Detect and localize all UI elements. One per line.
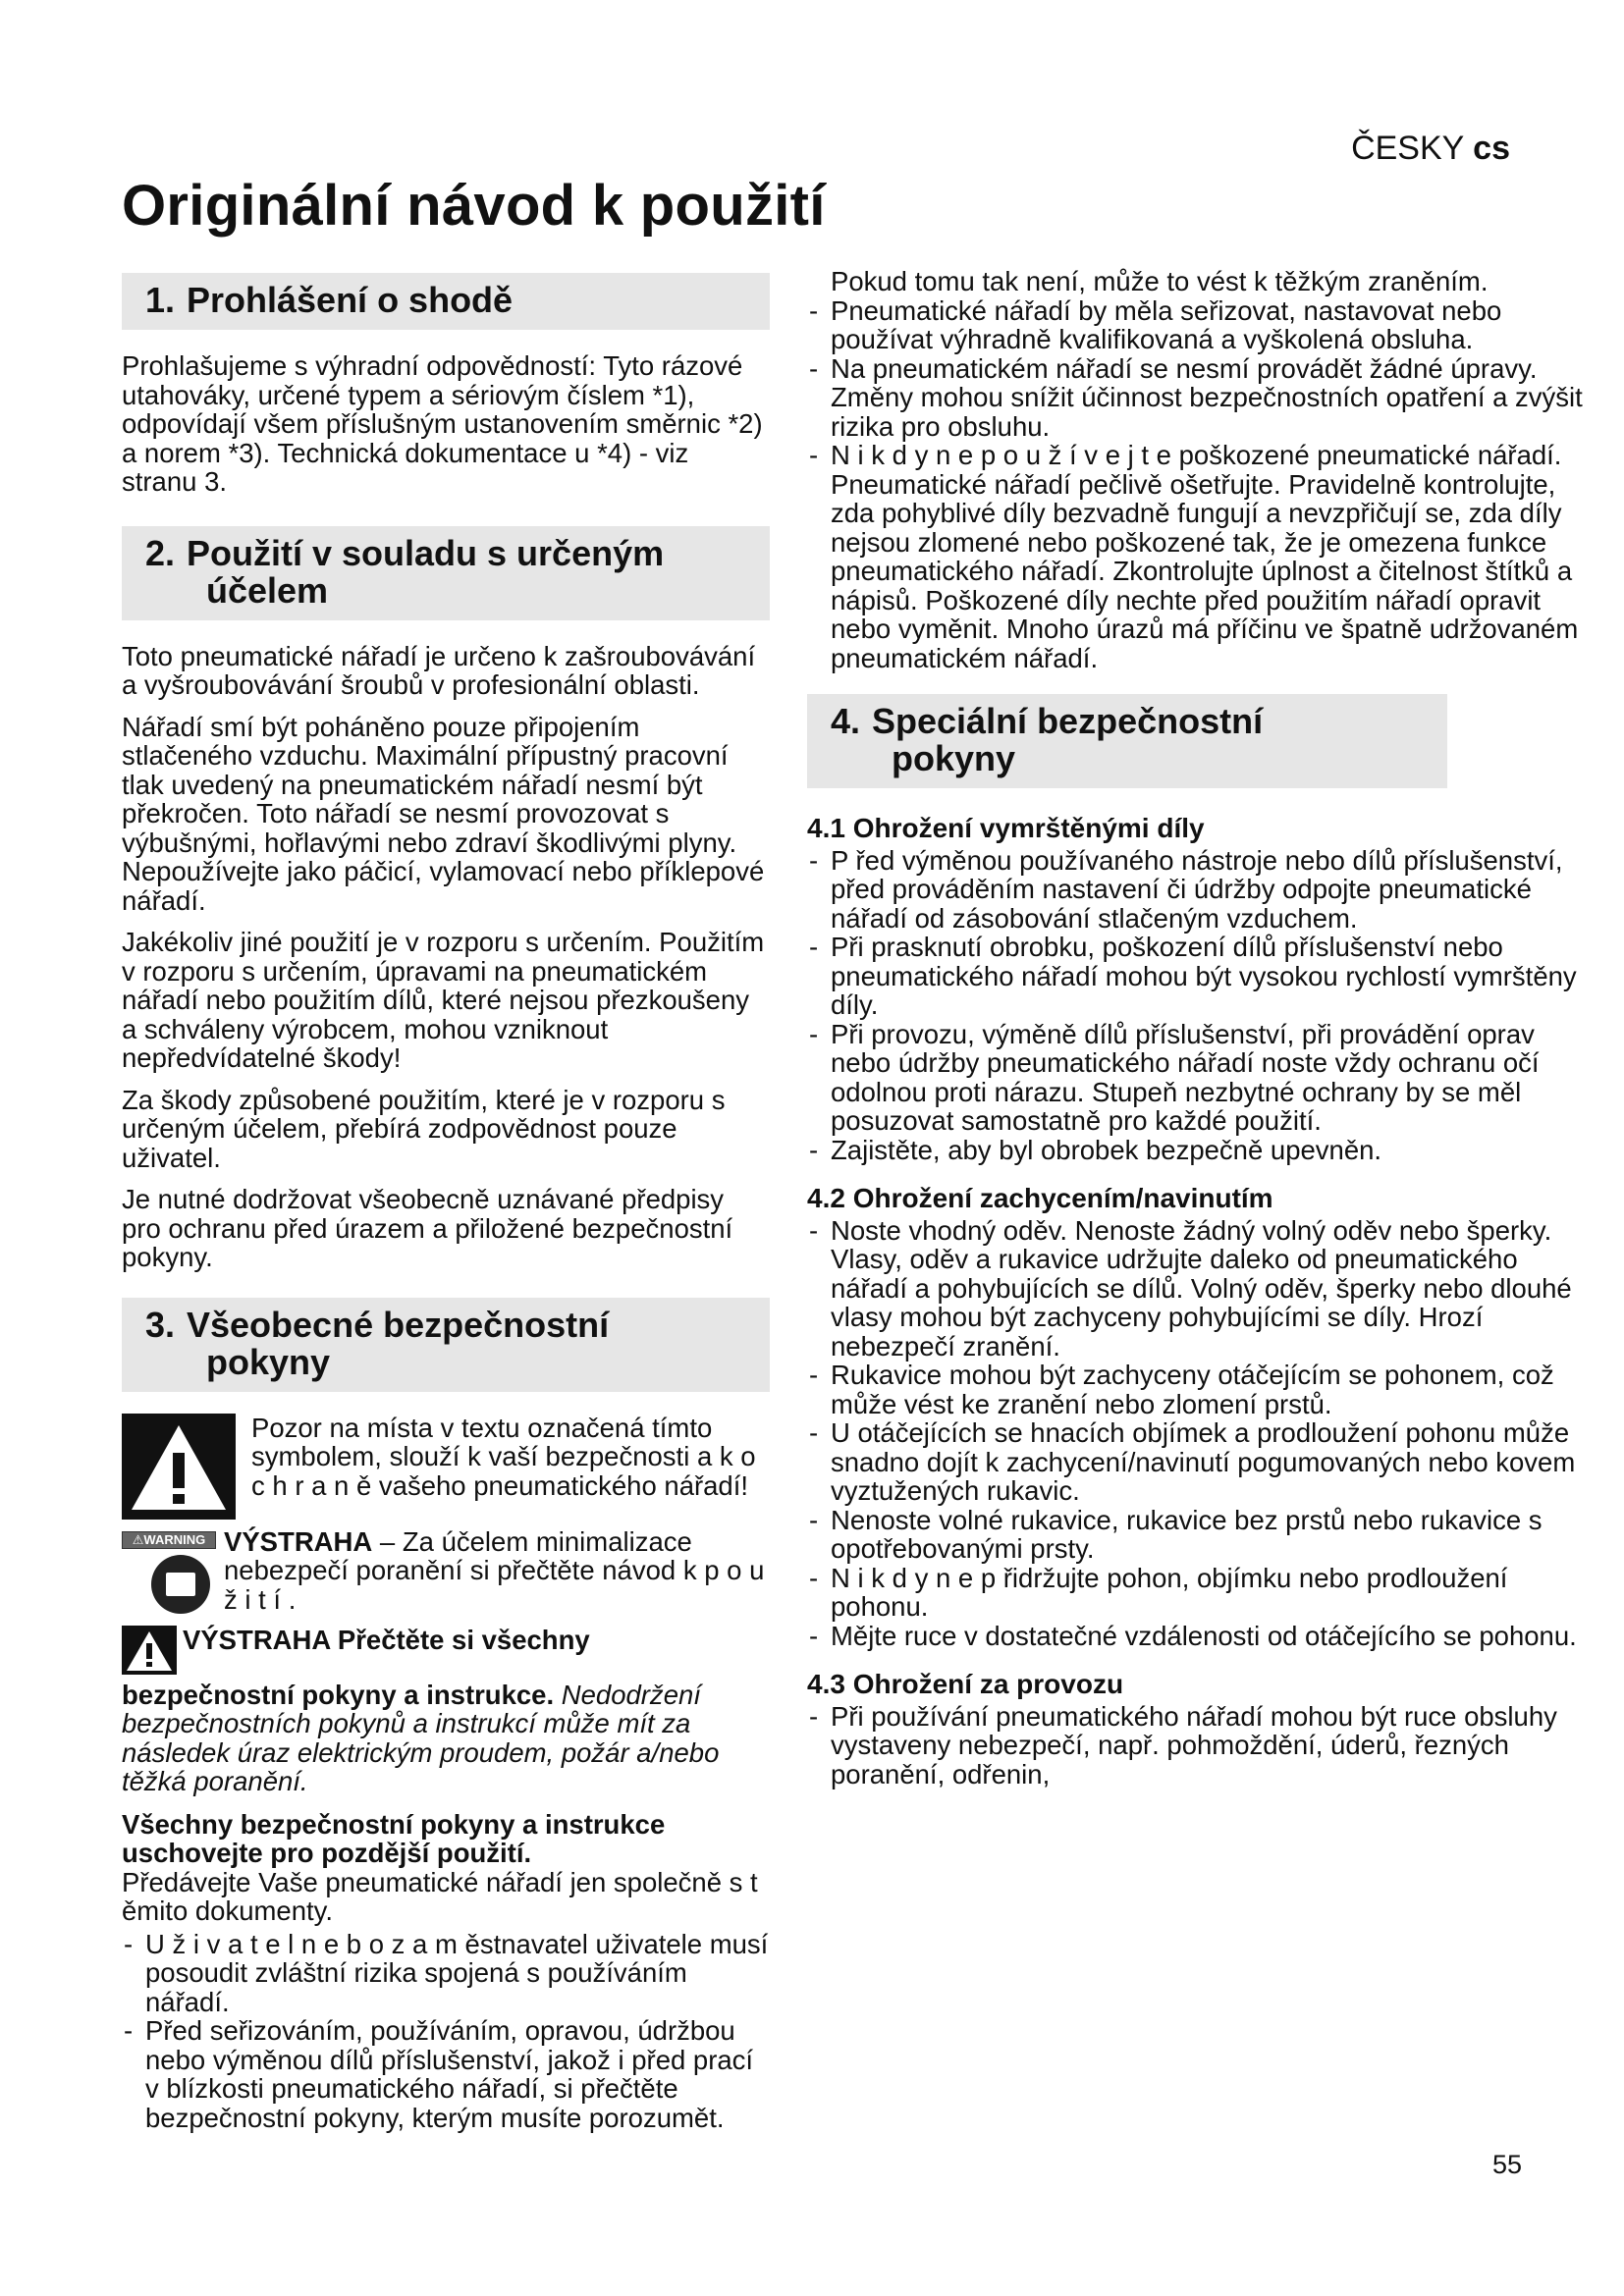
- section-4-heading: [807, 694, 1447, 788]
- section-title: Prohlášení o shodě: [187, 280, 514, 320]
- list-item: - Rukavice mohou být zachyceny otáčejícím se pohonem, což může vést ke zranění nebo zlomení prstů.: [807, 1361, 1583, 1418]
- section-2-heading: [122, 526, 770, 620]
- warning-label: ⚠WARNING: [122, 1531, 216, 1549]
- page-number: 55: [1491, 2150, 1522, 2179]
- section-number: 3.: [145, 1304, 176, 1345]
- warning-triangle-icon: [122, 1414, 236, 1520]
- list-item: - Při používání pneumatického nářadí mohou být ruce obsluhy vystaveny nebezpečí, např. pohmoždění, úderů, řezných poranění, odřenin,: [807, 1702, 1583, 1789]
- section-title-cont: účelem: [206, 569, 329, 611]
- list-item: - Před seřizováním, používáním, opravou, údržbou nebo výměnou dílů příslušenství, jakož i před prací v blízkosti pneumatického nářadí, si přečtěte bezpečnostní pokyny, kterým musíte porozumět.: [122, 2016, 770, 2132]
- list-item: - U otáčejících se hnacích objímek a prodloužení pohonu může snadno dojít k zachycení/navinutí pogumovaných nebo kovem vyztužených rukavic.: [807, 1418, 1583, 1506]
- list-item: - N i k d y n e p o u ž í v e j t e poškozené pneumatické nářadí. Pneumatické nářadí pečlivě ošetřujte. Pravidelně kontrolujte, zda pohyblivé díly bezvadně fungují a nevzpřičují se, zda díly nejsou zlomené nebo poškozené tak, že je omezena funkce pneumatického nářadí. Zkontrolujte úplnost a čitelnost štítků a nápisů. Poškozené díly nechte před použitím nářadí opravit nebo vyměnit. Mnoho úrazů má příčinu ve špatně udržovaném pneumatickém nářadí.: [807, 441, 1583, 672]
- subsection-4-2-list: [807, 1216, 1583, 1651]
- section-title: Speciální bezpečnostní: [872, 701, 1264, 741]
- keep-instructions: Všechny bezpečnostní pokyny a instrukce uschovejte pro pozdější použití.: [122, 1808, 666, 1868]
- list-item: - Zajistěte, aby byl obrobek bezpečně upevněn.: [807, 1136, 1583, 1165]
- vystraha-text: – Za účelem minimalizace nebezpečí poranění si přečtěte návod k p o u ž i t í .: [224, 1525, 765, 1615]
- paragraph: Je nutné dodržovat všeobecně uznávané předpisy pro ochranu před úrazem a přiložené bezpečnostní pokyny.: [122, 1184, 733, 1272]
- list-item: - N i k d y n e p řidržujte pohon, objímku nebo prodloužení pohonu.: [807, 1564, 1583, 1622]
- section-3-heading: [122, 1298, 770, 1392]
- language-name: ČESKY: [1351, 130, 1464, 167]
- list-item: - Nenoste volné rukavice, rukavice bez prstů nebo rukavice s opotřebovanými prsty.: [807, 1506, 1583, 1564]
- read-manual-icon: [122, 1527, 216, 1615]
- list-item: - P řed výměnou používaného nástroje nebo dílů příslušenství, před prováděním nastavení či údržby odpojte pneumatické nářadí od zásobování stlačeným vzduchem.: [807, 846, 1583, 934]
- subsection-4-3-list: [807, 1702, 1583, 1789]
- small-warning-triangle-icon: [122, 1626, 177, 1681]
- left-column: [122, 273, 770, 2132]
- right-bullet-list: [807, 296, 1583, 673]
- section-number: 4.: [831, 701, 861, 741]
- list-item: - Na pneumatickém nářadí se nesmí provádět žádné úpravy. Změny mohou snížit účinnost bezpečnostních opatření a zvýšit rizika pro obsluhu.: [807, 354, 1583, 442]
- section-title: Všeobecné bezpečnostní: [187, 1304, 610, 1345]
- vystraha-italic: Nedodržení bezpečnostních pokynů a instrukcí může mít za následek úraz elektrickým proudem, požár a/nebo těžká poranění.: [122, 1679, 720, 1796]
- paragraph: Jakékoliv jiné použití je v rozporu s určením. Použitím v rozporu s určením, úpravami na pneumatickém nářadí nebo použitím dílů, které nejsou přezkoušeny a schváleny výrobcem, mohou vzniknout nepředvídatelné škody!: [122, 927, 765, 1073]
- vystraha-read-manual: [122, 1527, 770, 1615]
- paragraph: Nářadí smí být poháněno pouze připojením stlačeného vzduchu. Maximální přípustný pracovní tlak uvedený na pneumatickém nářadí nesmí být překročen. Toto nářadí se nesmí provozovat s výbušnými, hořlavými nebo zdraví škodlivými plyny. Nepoužívejte jako páčicí, vylamovací nebo příklepové nářadí.: [122, 711, 765, 916]
- section-title-cont: pokyny: [206, 1341, 331, 1382]
- language-label: [1351, 130, 1510, 168]
- warning-symbol-text: Pozor na místa v textu označená tímto symbolem, slouží k vaší bezpečnosti a k o c h r a n ě vašeho pneumatického nářadí!: [251, 1412, 756, 1501]
- vystraha-bold: VÝSTRAHA Přečtěte si všechny bezpečnostní pokyny a instrukce.: [122, 1625, 590, 1710]
- continued-text: Pokud tomu tak není, může to vést k těžkým zraněním.: [831, 266, 1489, 296]
- page-title: Originální návod k použití: [122, 174, 826, 238]
- section-title: Použití v souladu s určeným: [187, 532, 665, 573]
- section-number: 1.: [145, 280, 176, 320]
- paragraph: Za škody způsobené použitím, které je v rozporu s určeným účelem, přebírá zodpovědnost pouze uživatel.: [122, 1084, 726, 1173]
- section-title-cont: pokyny: [892, 738, 1016, 778]
- pass-documents: Předávejte Vaše pneumatické nářadí jen společně s t ěmito dokumenty.: [122, 1866, 758, 1926]
- right-column: [807, 267, 1583, 1789]
- warning-symbol-note: [122, 1414, 770, 1520]
- section-1-heading: [122, 273, 770, 330]
- book-icon: [151, 1555, 210, 1614]
- vystraha-label: VÝSTRAHA: [224, 1525, 373, 1557]
- subsection-4-1-list: [807, 846, 1583, 1165]
- subsection-4-1-title: 4.1 Ohrožení vymrštěnými díly: [807, 813, 1205, 843]
- list-item: - Mějte ruce v dostatečné vzdálenosti od otáčejícího se pohonu.: [807, 1622, 1583, 1651]
- vystraha-read-all: [122, 1626, 770, 1796]
- section-number: 2.: [145, 532, 176, 573]
- language-code: cs: [1473, 130, 1510, 167]
- section-1-text: Prohlašujeme s výhradní odpovědností: Tyto rázové utahováky, určené typem a sériovým číslem *1), odpovídají všem příslušným ustanovením směrnic *2) a norem *3). Technická dokumentace u *4) - viz stranu 3.: [122, 350, 763, 497]
- subsection-4-2-title: 4.2 Ohrožení zachycením/navinutím: [807, 1183, 1273, 1213]
- list-item: - Pneumatické nářadí by měla seřizovat, nastavovat nebo používat výhradně kvalifikovaná a vyškolená obsluha.: [807, 296, 1583, 354]
- list-item: - U ž i v a t e l n e b o z a m ěstnavatel uživatele musí posoudit zvláštní rizika spojená s používáním nářadí.: [122, 1930, 770, 2017]
- list-item: - Při provozu, výměně dílů příslušenství, při provádění oprav nebo údržby pneumatického nářadí noste vždy ochranu očí odolnou proti nárazu. Stupeň nezbytné ochrany by se měl posuzovat samostatně pro každé použití.: [807, 1020, 1583, 1136]
- list-item: - Noste vhodný oděv. Nenoste žádný volný oděv nebo šperky. Vlasy, oděv a rukavice udržujte daleko od pneumatického nářadí a pohybujících se dílů. Volný oděv, šperky nebo dlouhé vlasy mohou být zachyceny pohybujícími se díly. Hrozí nebezpečí zranění.: [807, 1216, 1583, 1362]
- left-bullet-list: [122, 1930, 770, 2133]
- list-item: - Při prasknutí obrobku, poškození dílů příslušenství nebo pneumatického nářadí mohou být vysokou rychlostí vymrštěny díly.: [807, 933, 1583, 1020]
- paragraph: Toto pneumatické nářadí je určeno k zašroubovávání a vyšroubovávání šroubů v profesionální oblasti.: [122, 640, 756, 700]
- subsection-4-3-title: 4.3 Ohrožení za provozu: [807, 1669, 1124, 1699]
